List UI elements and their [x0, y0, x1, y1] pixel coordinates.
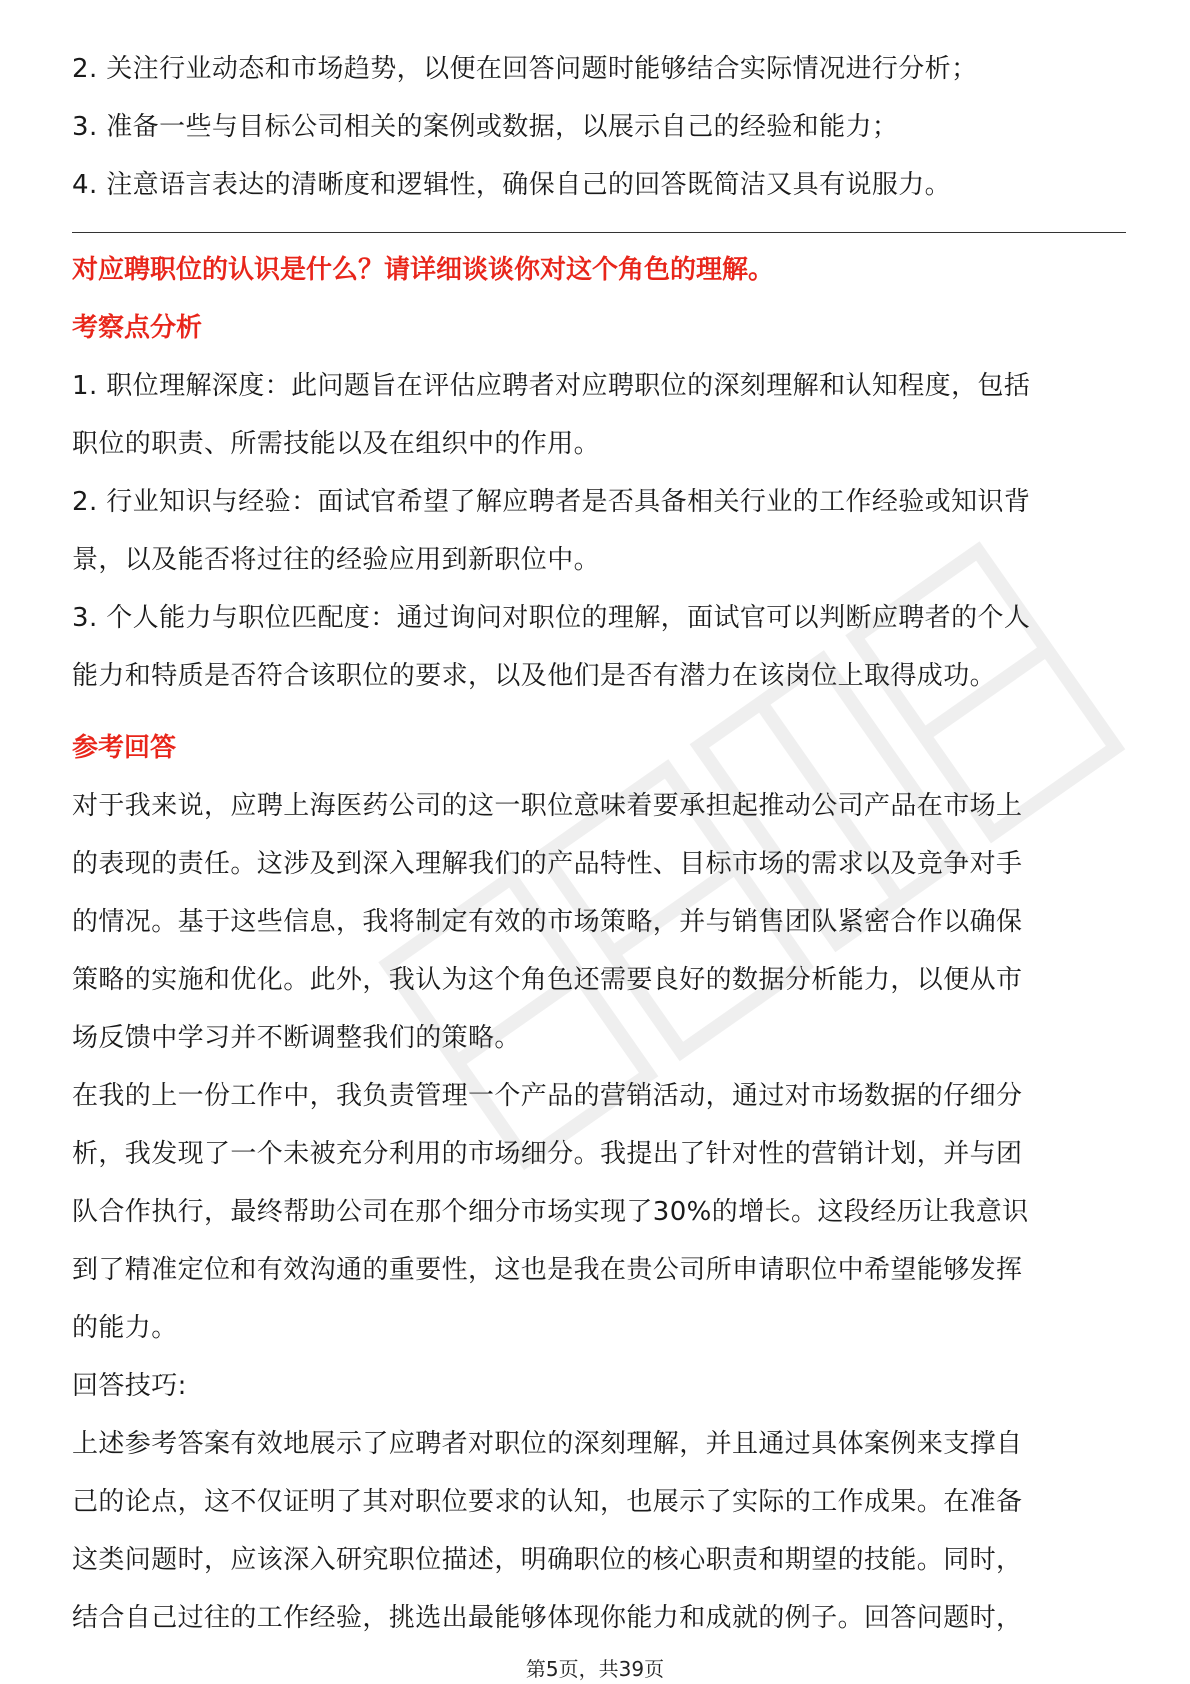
paragraph-line: 景，以及能否将过往的经验应用到新职位中。	[72, 545, 601, 575]
section-divider	[72, 232, 1126, 233]
paragraph-line: 场反馈中学习并不断调整我们的策略。	[72, 1023, 521, 1053]
paragraph-line: 3. 个人能力与职位匹配度：通过询问对职位的理解，面试官可以判断应聘者的个人	[72, 603, 1031, 633]
reference-heading: 参考回答	[72, 733, 177, 763]
list-item: 3. 准备一些与目标公司相关的案例或数据，以展示自己的经验和能力；	[72, 112, 899, 142]
paragraph-line: 的表现的责任。这涉及到深入理解我们的产品特性、目标市场的需求以及竞争对手	[72, 849, 1023, 879]
paragraph-line: 的能力。	[72, 1313, 178, 1343]
paragraph-line: 能力和特质是否符合该职位的要求，以及他们是否有潜力在该岗位上取得成功。	[72, 661, 997, 691]
question-title: 对应聘职位的认识是什么？请详细谈谈你对这个角色的理解。	[72, 255, 775, 285]
paragraph-line: 上述参考答案有效地展示了应聘者对职位的深刻理解，并且通过具体案例来支撑自	[72, 1429, 1023, 1459]
tips-heading: 回答技巧:	[72, 1371, 187, 1401]
section-gap	[72, 705, 1126, 719]
paragraph-line: 这类问题时，应该深入研究职位描述，明确职位的核心职责和期望的技能。同时，	[72, 1545, 1023, 1575]
list-item: 4. 注意语言表达的清晰度和逻辑性，确保自己的回答既简洁又具有说服力。	[72, 170, 952, 200]
paragraph-line: 策略的实施和优化。此外，我认为这个角色还需要良好的数据分析能力，以便从市	[72, 965, 1023, 995]
paragraph-line: 2. 行业知识与经验：面试官希望了解应聘者是否具备相关行业的工作经验或知识背	[72, 487, 1031, 517]
paragraph-line: 1. 职位理解深度：此问题旨在评估应聘者对应聘职位的深刻理解和认知程度，包括	[72, 371, 1031, 401]
list-item: 2. 关注行业动态和市场趋势，以便在回答问题时能够结合实际情况进行分析；	[72, 54, 978, 84]
paragraph-line: 析，我发现了一个未被充分利用的市场细分。我提出了针对性的营销计划，并与团	[72, 1139, 1023, 1169]
tips-body	[72, 1415, 1126, 1647]
document-page	[72, 40, 1126, 1647]
reference-body	[72, 777, 1126, 1357]
paragraph-line: 到了精准定位和有效沟通的重要性，这也是我在贵公司所申请职位中希望能够发挥	[72, 1255, 1023, 1285]
paragraph-line: 职位的职责、所需技能以及在组织中的作用。	[72, 429, 601, 459]
paragraph-line: 对于我来说，应聘上海医药公司的这一职位意味着要承担起推动公司产品在市场上	[72, 791, 1023, 821]
paragraph-line: 的情况。基于这些信息，我将制定有效的市场策略，并与销售团队紧密合作以确保	[72, 907, 1023, 937]
paragraph-line: 结合自己过往的工作经验，挑选出最能够体现你能力和成就的例子。回答问题时，	[72, 1603, 1023, 1633]
tips-list-continued	[72, 40, 1126, 214]
paragraph-line: 在我的上一份工作中，我负责管理一个产品的营销活动，通过对市场数据的仔细分	[72, 1081, 1023, 1111]
analysis-heading: 考察点分析	[72, 313, 203, 343]
paragraph-line: 队合作执行，最终帮助公司在那个细分市场实现了30%的增长。这段经历让我意识	[72, 1197, 1029, 1227]
analysis-body	[72, 357, 1126, 705]
page-number: 第5页，共39页	[525, 1657, 665, 1681]
paragraph-line: 己的论点，这不仅证明了其对职位要求的认知，也展示了实际的工作成果。在准备	[72, 1487, 1023, 1517]
